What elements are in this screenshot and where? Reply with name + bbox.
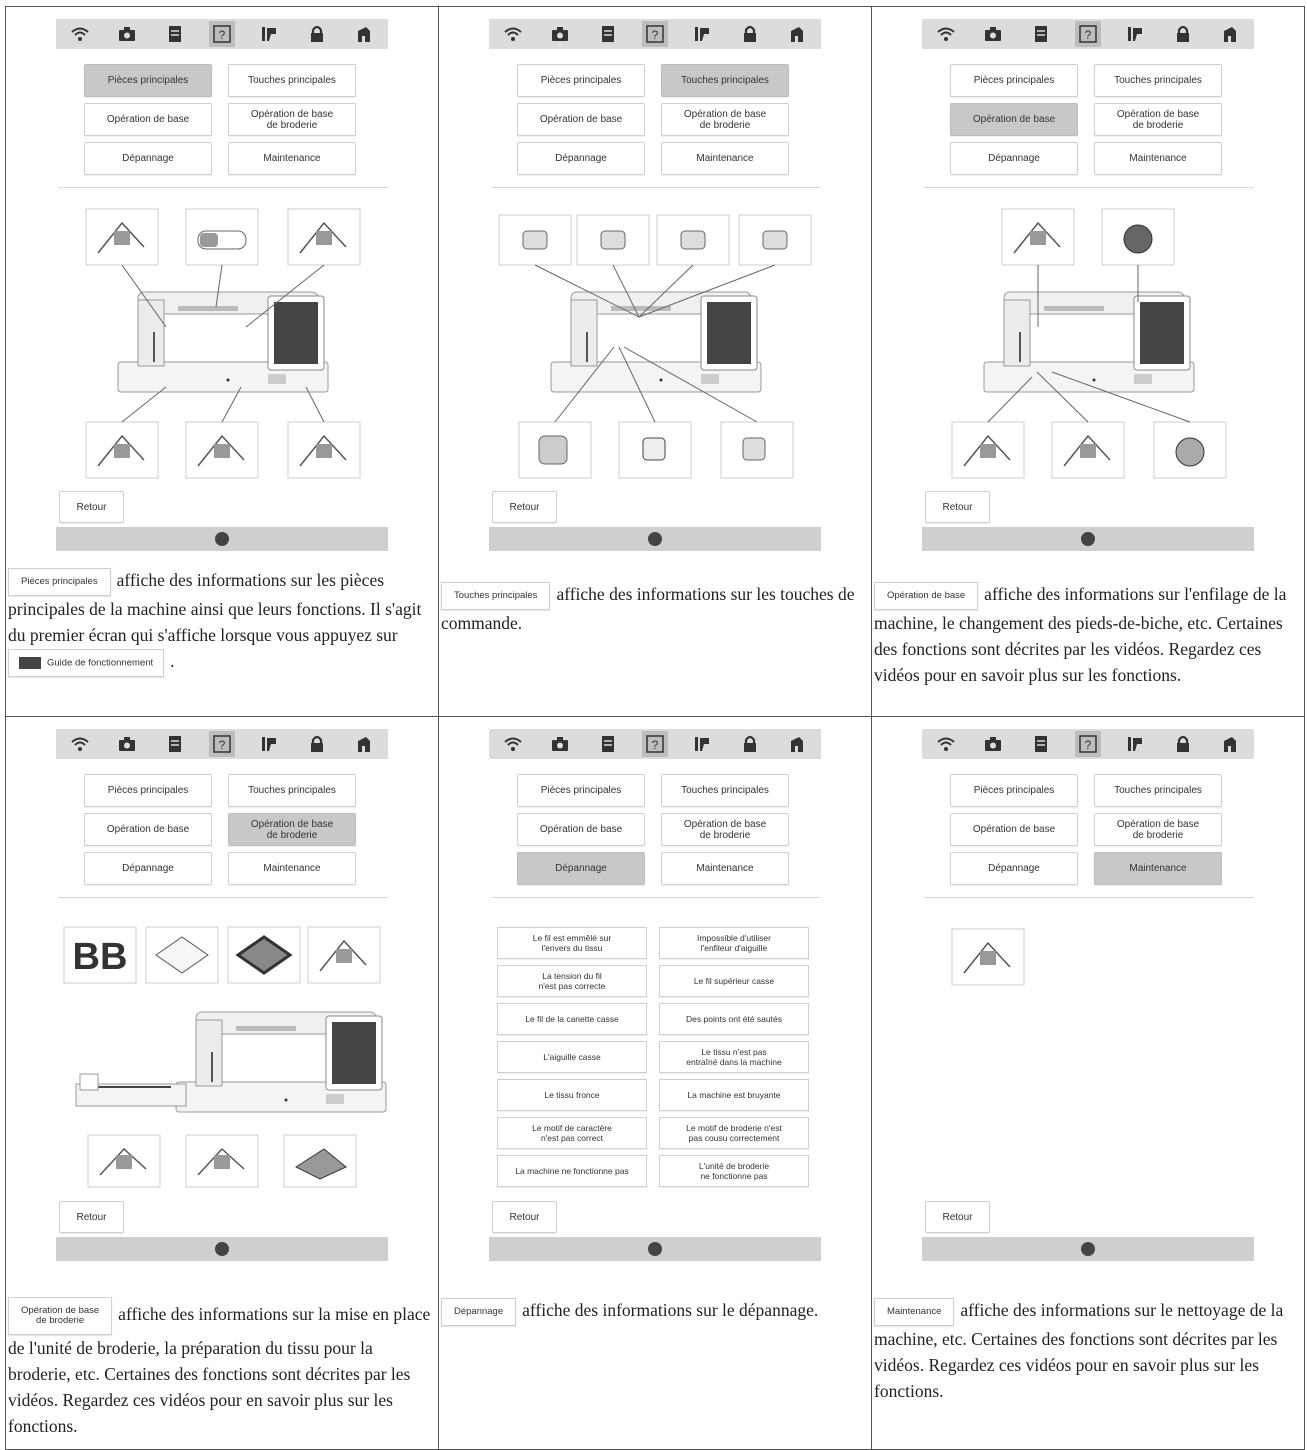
tab-main-keys[interactable]: Touches principales <box>228 774 356 807</box>
panel-1 <box>6 7 439 717</box>
wifi-icon[interactable] <box>933 731 959 757</box>
troubleshooting-item[interactable]: Le fil est emmêlé sur l'envers du tissu <box>497 927 647 959</box>
camera-icon[interactable] <box>547 731 573 757</box>
inline-tab-button: Dépannage <box>441 1298 516 1326</box>
description-text <box>441 1297 867 1326</box>
lock-icon[interactable] <box>304 731 330 757</box>
help-icon[interactable] <box>1075 21 1101 47</box>
sewing-machine-icon <box>19 657 41 669</box>
tab-maintenance[interactable]: Maintenance <box>228 852 356 885</box>
troubleshooting-item[interactable]: Le tissu fronce <box>497 1079 647 1111</box>
troubleshooting-item[interactable]: L'aiguille casse <box>497 1041 647 1073</box>
troubleshooting-item[interactable]: La tension du fil n'est pas correcte <box>497 965 647 997</box>
troubleshooting-item[interactable]: Le fil de la canette casse <box>497 1003 647 1035</box>
tab-troubleshooting[interactable]: Dépannage <box>950 142 1078 175</box>
settings-icon[interactable] <box>1122 21 1148 47</box>
lock-icon[interactable] <box>737 731 763 757</box>
back-button[interactable]: Retour <box>925 1201 990 1233</box>
troubleshooting-item[interactable]: Le motif de caractère n'est pas correct <box>497 1117 647 1149</box>
troubleshooting-item[interactable]: La machine ne fonctionne pas <box>497 1155 647 1187</box>
document-icon[interactable] <box>595 21 621 47</box>
back-button[interactable]: Retour <box>59 1201 124 1233</box>
machine-screen <box>872 7 1304 557</box>
camera-icon[interactable] <box>980 731 1006 757</box>
bb-text: BB <box>72 936 128 978</box>
thumb-cleaning[interactable] <box>952 929 1024 985</box>
home-icon[interactable] <box>351 731 377 757</box>
status-bar <box>56 527 388 551</box>
thumb-key-1[interactable] <box>499 215 571 265</box>
thumb-power-switch[interactable] <box>288 422 360 478</box>
description-text <box>874 581 1300 688</box>
divider <box>58 187 388 188</box>
description-body: affiche des informations sur le nettoyage de la machine, etc. Certaines des fonctions sont décrites par les vidéos. Regardez ces vidéos pour en savoir plus sur les fonctions. <box>874 1300 1284 1401</box>
svg-text:?: ? <box>1084 28 1092 42</box>
tab-troubleshooting[interactable]: Dépannage <box>517 852 645 885</box>
thumb-key-4[interactable] <box>739 215 811 265</box>
tab-main-parts[interactable]: Pièces principales <box>84 64 212 97</box>
tab-maintenance[interactable]: Maintenance <box>661 142 789 175</box>
back-button[interactable]: Retour <box>492 1201 557 1233</box>
troubleshooting-item[interactable]: Impossible d'utiliser l'enfileur d'aiguille <box>659 927 809 959</box>
panel-6 <box>872 717 1304 1449</box>
thumb-key-bottom-3[interactable] <box>721 422 793 478</box>
camera-icon[interactable] <box>114 731 140 757</box>
tab-embroidery-op[interactable]: Opération de base de broderie <box>228 103 356 136</box>
thumb-upper-threading[interactable] <box>1002 209 1074 265</box>
settings-icon[interactable] <box>689 21 715 47</box>
status-indicator-icon[interactable] <box>1081 532 1095 546</box>
lock-icon[interactable] <box>1170 21 1196 47</box>
tab-troubleshooting[interactable]: Dépannage <box>84 142 212 175</box>
back-button[interactable]: Retour <box>492 491 557 523</box>
document-icon[interactable] <box>1028 21 1054 47</box>
back-button[interactable]: Retour <box>59 491 124 523</box>
help-icon[interactable] <box>642 731 668 757</box>
camera-icon[interactable] <box>547 21 573 47</box>
tab-embroidery-op[interactable]: Opération de base de broderie <box>1094 103 1222 136</box>
tab-basic-op[interactable]: Opération de base <box>84 103 212 136</box>
thumb-accessory-tray[interactable] <box>86 422 158 478</box>
tab-basic-op[interactable]: Opération de base <box>950 813 1078 846</box>
document-icon[interactable] <box>162 21 188 47</box>
status-bar <box>489 527 821 551</box>
thumb-bobbin-winding[interactable] <box>1102 209 1174 265</box>
wifi-icon[interactable] <box>933 21 959 47</box>
description-text <box>874 1297 1300 1404</box>
thumb-key-3[interactable] <box>657 215 729 265</box>
status-bar <box>922 1237 1254 1261</box>
thumb-bobbin-setting[interactable] <box>1154 422 1226 478</box>
wifi-icon[interactable] <box>67 21 93 47</box>
lock-icon[interactable] <box>737 21 763 47</box>
machine-screen <box>6 717 438 1267</box>
description-body: affiche des informations sur les touches de commande. <box>441 584 855 633</box>
tab-main-parts[interactable]: Pièces principales <box>950 64 1078 97</box>
camera-icon[interactable] <box>114 21 140 47</box>
tab-main-keys[interactable]: Touches principales <box>661 774 789 807</box>
tab-main-parts[interactable]: Pièces principales <box>950 774 1078 807</box>
illustration-area <box>6 907 438 1197</box>
wifi-icon[interactable] <box>500 21 526 47</box>
status-indicator-icon[interactable] <box>648 532 662 546</box>
top-toolbar <box>922 729 1254 759</box>
guide-table <box>5 6 1305 1450</box>
tab-embroidery-op[interactable]: Opération de base de broderie <box>1094 813 1222 846</box>
status-indicator-icon[interactable] <box>648 1242 662 1256</box>
guide-label: Guide de fonctionnement <box>47 657 154 669</box>
illustration-area <box>872 907 1304 1197</box>
thumb-presser-foot-attach[interactable] <box>186 1135 258 1187</box>
guide-button <box>8 649 164 677</box>
troubleshooting-item[interactable]: Le fil supérieur casse <box>659 965 809 997</box>
svg-text:?: ? <box>1084 738 1092 752</box>
help-icon[interactable] <box>209 21 235 47</box>
camera-icon[interactable] <box>980 21 1006 47</box>
description-body: affiche des informations sur l'enfilage de la machine, le changement des pieds-de-biche, etc. Certaines des fonctions sont décrites par les vidéos. Regardez ces vidéos pour en savoir plus sur les fonctions. <box>874 584 1287 685</box>
top-toolbar <box>922 19 1254 49</box>
back-button[interactable]: Retour <box>925 491 990 523</box>
status-indicator-icon[interactable] <box>215 532 229 546</box>
settings-icon[interactable] <box>256 21 282 47</box>
thumb-embroidery-unit[interactable] <box>308 927 380 983</box>
wifi-icon[interactable] <box>500 731 526 757</box>
tab-maintenance[interactable]: Maintenance <box>1094 852 1222 885</box>
thumb-embroidery-foot[interactable] <box>88 1135 160 1187</box>
sewing-machine-illustration <box>984 292 1194 392</box>
description-text <box>8 1297 434 1439</box>
tab-troubleshooting[interactable]: Dépannage <box>517 142 645 175</box>
sewing-machine-illustration <box>76 1012 386 1112</box>
inline-tab-button: Touches principales <box>441 582 550 610</box>
troubleshooting-item[interactable]: La machine est bruyante <box>659 1079 809 1111</box>
settings-icon[interactable] <box>689 731 715 757</box>
help-icon[interactable] <box>209 731 235 757</box>
status-indicator-icon[interactable] <box>1081 1242 1095 1256</box>
tab-main-keys[interactable]: Touches principales <box>1094 774 1222 807</box>
home-icon[interactable] <box>784 21 810 47</box>
thumb-fabric[interactable] <box>146 927 218 983</box>
tab-main-parts[interactable]: Pièces principales <box>517 774 645 807</box>
divider <box>491 897 821 898</box>
document-icon[interactable] <box>595 731 621 757</box>
home-icon[interactable] <box>1217 731 1243 757</box>
document-icon[interactable] <box>162 731 188 757</box>
tab-maintenance[interactable]: Maintenance <box>1094 142 1222 175</box>
machine-screen <box>872 717 1304 1267</box>
machine-screen <box>439 7 871 557</box>
tab-maintenance[interactable]: Maintenance <box>661 852 789 885</box>
inline-tab-button: Opération de base <box>874 582 978 610</box>
description-body: affiche des informations sur les pièces principales de la machine ainsi que leurs fonctions. Il s'agit du premier écran qui s'affiche lorsque vous appuyez sur <box>8 570 422 645</box>
top-toolbar <box>56 19 388 49</box>
help-icon[interactable] <box>1075 731 1101 757</box>
thumb-foot-pedal-cable[interactable] <box>186 422 258 478</box>
lock-icon[interactable] <box>1170 731 1196 757</box>
tab-basic-op[interactable]: Opération de base <box>950 103 1078 136</box>
inline-tab-button: Pièces principales <box>8 568 111 596</box>
document-icon[interactable] <box>1028 731 1054 757</box>
description-body: affiche des informations sur la mise en place de l'unité de broderie, la préparation du tissu pour la broderie, etc. Certaines des fonctions sont décrites par les vidéos. Regardez ces vidéos pour en savoir plus sur les fonctions. <box>8 1304 431 1436</box>
description-text <box>8 567 434 677</box>
troubleshooting-item[interactable]: L'unité de broderie ne fonctionne pas <box>659 1155 809 1187</box>
help-icon[interactable] <box>642 21 668 47</box>
lock-icon[interactable] <box>304 21 330 47</box>
tab-basic-op[interactable]: Opération de base <box>517 813 645 846</box>
status-bar <box>56 1237 388 1261</box>
illustration-area <box>6 197 438 487</box>
tab-embroidery-op[interactable]: Opération de base de broderie <box>661 103 789 136</box>
tab-main-parts[interactable]: Pièces principales <box>517 64 645 97</box>
settings-icon[interactable] <box>1122 731 1148 757</box>
inline-tab-button: Maintenance <box>874 1298 954 1326</box>
status-bar <box>489 1237 821 1261</box>
inline-tab-button: Opération de base de broderie <box>8 1297 112 1335</box>
tab-basic-op[interactable]: Opération de base <box>84 813 212 846</box>
tab-maintenance[interactable]: Maintenance <box>228 142 356 175</box>
svg-text:?: ? <box>651 738 659 752</box>
thumb-embroidery-frame[interactable] <box>228 927 300 983</box>
thumb-stabilizer[interactable] <box>284 1135 356 1187</box>
divider <box>924 187 1254 188</box>
panel-5 <box>439 717 872 1449</box>
divider <box>924 897 1254 898</box>
thumb-font-bb[interactable] <box>64 927 136 983</box>
tab-main-keys[interactable]: Touches principales <box>1094 64 1222 97</box>
thumb-key-bottom-2[interactable] <box>619 422 691 478</box>
top-toolbar <box>489 19 821 49</box>
description-text <box>441 581 867 636</box>
home-icon[interactable] <box>351 21 377 47</box>
troubleshooting-item[interactable]: Le tissu n'est pas entraîné dans la machine <box>659 1041 809 1073</box>
svg-text:?: ? <box>218 738 226 752</box>
home-icon[interactable] <box>1217 21 1243 47</box>
settings-icon[interactable] <box>256 731 282 757</box>
panel-3 <box>872 7 1304 717</box>
status-bar <box>922 527 1254 551</box>
sewing-machine-illustration <box>118 292 328 392</box>
illustration-area <box>872 197 1304 487</box>
thumb-key-2[interactable] <box>577 215 649 265</box>
sewing-machine-illustration <box>551 292 761 392</box>
tab-main-keys[interactable]: Touches principales <box>228 64 356 97</box>
thumb-needle-change[interactable] <box>1052 422 1124 478</box>
tab-troubleshooting[interactable]: Dépannage <box>84 852 212 885</box>
divider <box>58 897 388 898</box>
tab-main-parts[interactable]: Pièces principales <box>84 774 212 807</box>
home-icon[interactable] <box>784 731 810 757</box>
tab-embroidery-op[interactable]: Opération de base de broderie <box>661 813 789 846</box>
panel-2 <box>439 7 872 717</box>
illustration-area <box>439 197 871 487</box>
top-toolbar <box>489 729 821 759</box>
thumb-threading[interactable] <box>288 209 360 265</box>
troubleshooting-item[interactable]: Le motif de broderie n'est pas cousu correctement <box>659 1117 809 1149</box>
machine-screen <box>439 717 871 1267</box>
sentence-end: . <box>170 650 175 671</box>
description-body: affiche des informations sur le dépannage. <box>522 1300 819 1320</box>
panel-4 <box>6 717 439 1449</box>
tab-main-keys[interactable]: Touches principales <box>661 64 789 97</box>
machine-screen <box>6 7 438 557</box>
thumb-key-bottom-1[interactable] <box>519 422 591 478</box>
thumb-thread-guide[interactable] <box>86 209 158 265</box>
tab-embroidery-op[interactable]: Opération de base de broderie <box>228 813 356 846</box>
thumb-speed-slider[interactable] <box>186 209 258 265</box>
thumb-presser-foot[interactable] <box>952 422 1024 478</box>
wifi-icon[interactable] <box>67 731 93 757</box>
troubleshooting-item[interactable]: Des points ont été sautés <box>659 1003 809 1035</box>
tab-troubleshooting[interactable]: Dépannage <box>950 852 1078 885</box>
tab-basic-op[interactable]: Opération de base <box>517 103 645 136</box>
svg-text:?: ? <box>218 28 226 42</box>
divider <box>491 187 821 188</box>
status-indicator-icon[interactable] <box>215 1242 229 1256</box>
top-toolbar <box>56 729 388 759</box>
svg-text:?: ? <box>651 28 659 42</box>
